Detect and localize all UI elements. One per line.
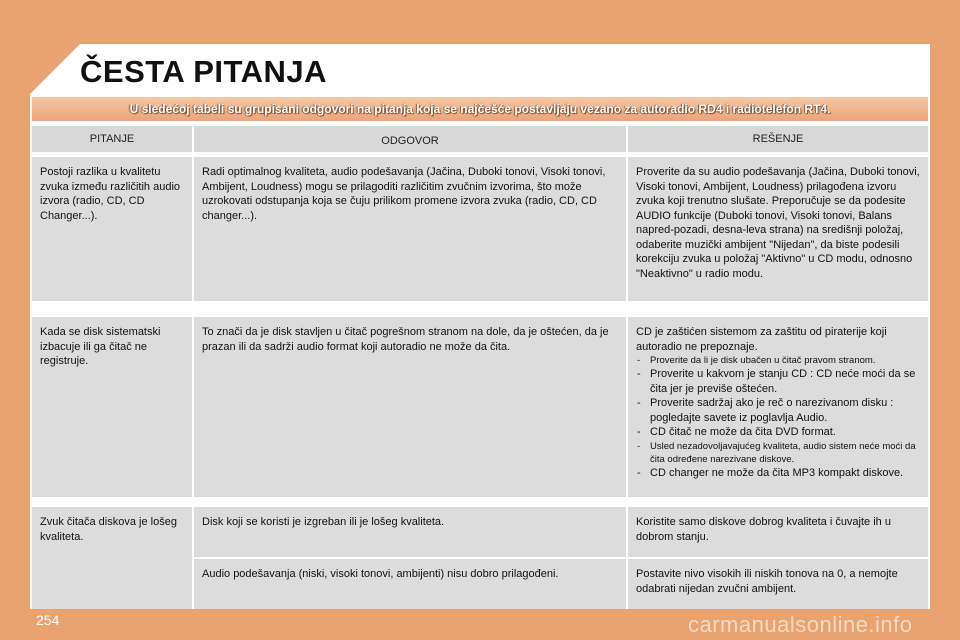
solution-list-item: - Proverite da li je disk ubačen u čitač pravom stranom. xyxy=(636,354,920,367)
row-3-solution xyxy=(628,507,928,557)
answer-text: Audio podešavanja (niski, visoki tonovi, ambijenti) nisu dobro prilagođeni. xyxy=(202,568,559,580)
question-text: Kada se disk sistematski izbacuje ili ga čitač ne registruje. xyxy=(40,326,161,367)
solution-list xyxy=(636,354,920,480)
watermark: carmanualsonline.info xyxy=(688,612,913,637)
solution-text: Postavite nivo visokih ili niskih tonova na 0, a nemojte odabrati nijedan zvučni ambijent. xyxy=(636,568,898,595)
question-text: Zvuk čitača diskova je lošeg kvaliteta. xyxy=(40,516,177,543)
column-header-answer: ODGOVOR xyxy=(194,126,626,152)
answer-text: To znači da je disk stavljen u čitač pogrešnom stranom na dole, da je oštećen, da je prazan ili da sadrži audio format koji autoradio ne može da čita. xyxy=(202,326,609,353)
solution-list-item: - Usled nezadovoljavajućeg kvaliteta, audio sistem neće moći da čita određene narezivane diskove. xyxy=(636,440,920,466)
row-2-question xyxy=(32,317,192,497)
page-title: ČESTA PITANJA xyxy=(80,54,328,89)
row-1-answer xyxy=(194,157,626,301)
solution-intro: CD je zaštićen sistemom za zaštitu od piraterije koji autoradio ne prepoznaje. xyxy=(636,326,887,353)
answer-text: Radi optimalnog kvaliteta, audio podešavanja (Jačina, Duboki tonovi, Visoki tonovi, Ambijent, Loudness) mogu se prilagoditi različitim zvučnim izvorima, što može uzrokovati odstupanja koja se čuju prilikom promene izvora zvuka (radio, CD, CD changer...). xyxy=(202,166,606,222)
row-1-solution xyxy=(628,157,928,301)
row-2-solution xyxy=(628,317,928,497)
column-header-solution: REŠENJE xyxy=(628,126,928,152)
solution-text: Proverite da su audio podešavanja (Jačina, Duboki tonovi, Visoki tonovi, Ambijent, Loudness) prilagođena izvoru zvuka koji trenutno slušate. Preporučuje se da podesite AUDIO funkcije (Duboki tonovi, Visoki tonovi, Balans napred-pozadi, desna-leva strana) na središnji položaj, odaberite muzički ambijent "Nijedan", da biste podesili korekciju zvuka u položaj "Aktivno" u CD modu, odnosno "Neaktivno" u radio modu. xyxy=(636,166,920,280)
page-subtitle: U sledećoj tabeli su grupisani odgovori na pitanja koja se najčešće postavljaju vezano za autoradio RD4 i radiotelefon RT4. xyxy=(129,102,831,116)
row-3-answer xyxy=(194,507,626,557)
solution-list-item: - Proverite sadržaj ako je reč o narezivanom disku : pogledajte savete iz poglavlja Audio. xyxy=(636,396,920,425)
row-1-question xyxy=(32,157,192,301)
column-header-question: PITANJE xyxy=(32,126,192,152)
solution-list-item: - CD changer ne može da čita MP3 kompakt diskove. xyxy=(636,466,920,481)
question-text: Postoji razlika u kvalitetu zvuka između različitih audio izvora (radio, CD, CD Changer...). xyxy=(40,166,181,222)
row-2-answer xyxy=(194,317,626,497)
page-number: 254 xyxy=(36,612,60,628)
row-3-question xyxy=(32,507,192,609)
answer-text: Disk koji se koristi je izgreban ili je lošeg kvaliteta. xyxy=(202,516,445,528)
row-4-solution xyxy=(628,559,928,609)
row-4-answer xyxy=(194,559,626,609)
solution-list-item: - Proverite u kakvom je stanju CD : CD neće moći da se čita jer je previše oštećen. xyxy=(636,367,920,396)
solution-list-item: - CD čitač ne može da čita DVD format. xyxy=(636,425,920,440)
solution-text: Koristite samo diskove dobrog kvaliteta i čuvajte ih u dobrom stanju. xyxy=(636,516,891,543)
subtitle-band xyxy=(32,97,928,121)
